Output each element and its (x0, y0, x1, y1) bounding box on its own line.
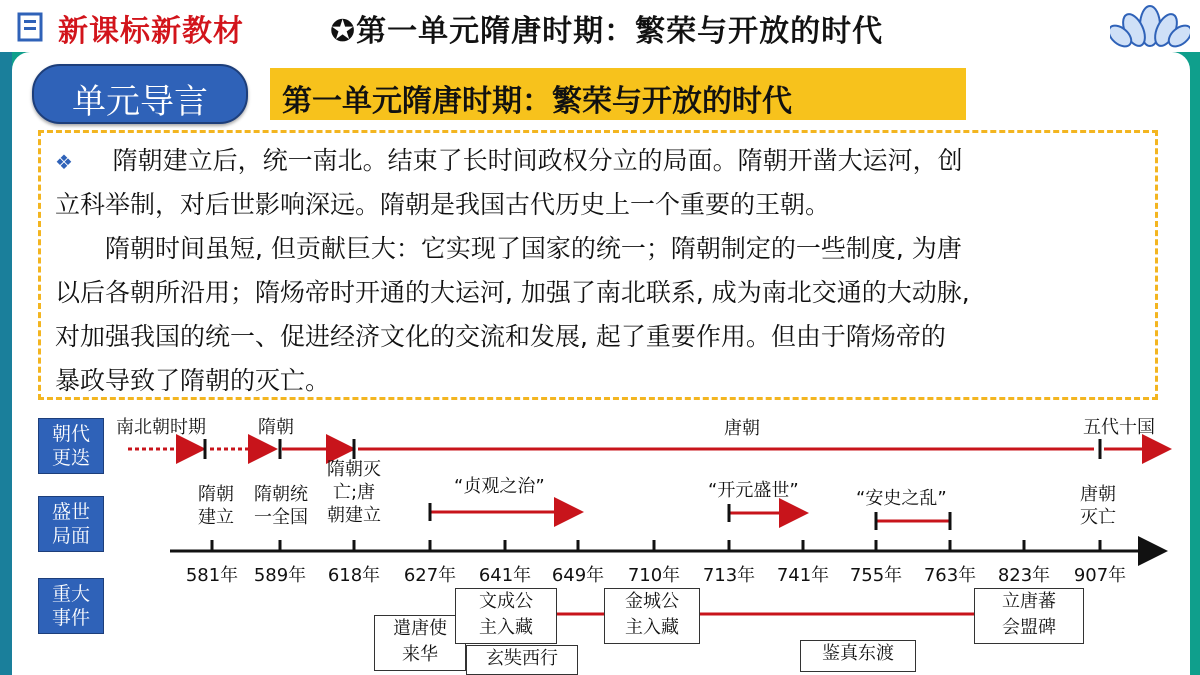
axis-ticks (212, 540, 1100, 551)
year-label: 823年 (997, 565, 1051, 586)
era-label: “开元盛世” (708, 480, 799, 501)
year-label: 589年 (253, 565, 307, 586)
event-box[interactable]: 玄奘西行 (466, 645, 578, 675)
milestone-label: 隋朝 建立 (198, 484, 234, 528)
year-label: 755年 (849, 565, 903, 586)
event-box[interactable]: 遣唐使 来华 (374, 615, 466, 671)
event-box[interactable]: 鉴真东渡 (800, 640, 916, 672)
event-box[interactable]: 文成公 主入藏 (455, 588, 557, 644)
event-box[interactable]: 立唐蕃 会盟碑 (974, 588, 1084, 644)
course-title: ✪第一单元隋唐时期：繁荣与开放的时代 (330, 14, 884, 49)
row-label-dynasty-text: 朝代 更迭 (51, 423, 90, 469)
dynasty-label: 五代十国 (1083, 417, 1155, 438)
year-label: 649年 (551, 565, 605, 586)
year-label: 741年 (776, 565, 830, 586)
era-label: “贞观之治” (454, 476, 545, 497)
row-label-events-text: 重大 事件 (51, 583, 90, 629)
unit-badge-label: 单元导言 (72, 82, 208, 122)
intro-line-4: 以后各朝所沿用；隋炀帝时开通的大运河, 加强了南北联系, 成为南北交通的大动脉, (55, 278, 970, 307)
brand-title: 新课标新教材 (58, 14, 244, 49)
intro-line-2: 立科举制，对后世影响深远。隋朝是我国古代历史上一个重要的王朝。 (55, 190, 831, 219)
year-label: 618年 (327, 565, 381, 586)
year-label: 907年 (1073, 565, 1127, 586)
intro-text-1: 隋朝建立后，统一南北。结束了长时间政权分立的局面。隋朝开凿大运河，创 (112, 146, 963, 175)
row-label-prosperity-text: 盛世 局面 (51, 501, 90, 547)
dynasty-label: 隋朝 (258, 417, 294, 438)
milestone-label: 隋朝灭 亡;唐 朝建立 (327, 459, 381, 526)
dynasty-label: 唐朝 (724, 418, 760, 439)
intro-line-5: 对加强我国的统一、促进经济文化的交流和发展, 起了重要作用。但由于隋炀帝的 (55, 322, 946, 351)
event-box[interactable]: 金城公 主入藏 (604, 588, 700, 644)
diamond-bullet-icon: ❖ (55, 150, 73, 174)
unit-title: 第一单元隋唐时期：繁荣与开放的时代 (282, 84, 792, 119)
year-label: 627年 (403, 565, 457, 586)
year-label: 641年 (478, 565, 532, 586)
year-label: 763年 (923, 565, 977, 586)
intro-line-3: 隋朝时间虽短, 但贡献巨大：它实现了国家的统一；隋朝制定的一些制度, 为唐 (105, 234, 962, 263)
milestone-label: 隋朝统 一全国 (254, 484, 308, 528)
dynasty-label: 南北朝时期 (116, 417, 206, 438)
milestone-label: 唐朝 灭亡 (1080, 484, 1116, 528)
era-label: “安史之乱” (856, 488, 947, 509)
year-label: 581年 (185, 565, 239, 586)
intro-line-6: 暴政导致了隋朝的灭亡。 (55, 366, 331, 395)
year-label: 710年 (627, 565, 681, 586)
year-label: 713年 (702, 565, 756, 586)
